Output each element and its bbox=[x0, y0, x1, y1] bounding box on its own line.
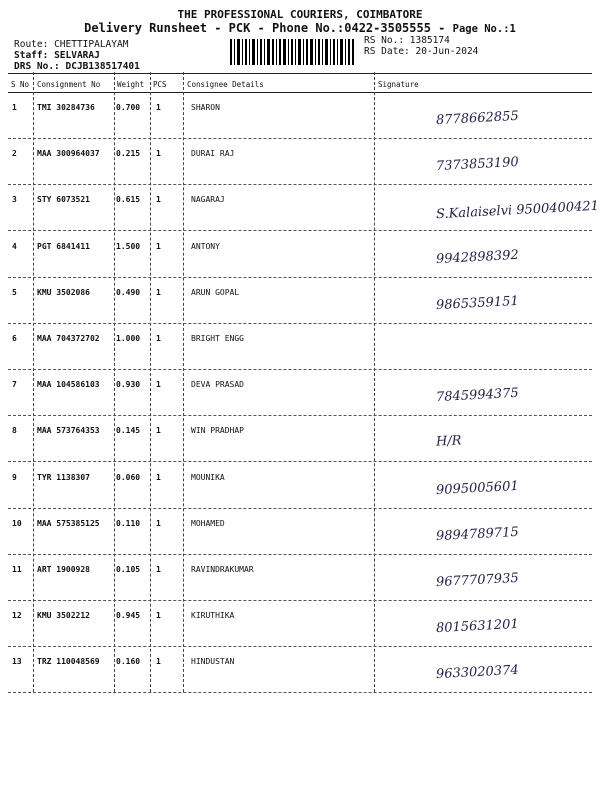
table-top-rule bbox=[8, 73, 592, 74]
table-row bbox=[8, 278, 592, 324]
signature-handwriting: 9894789715 bbox=[435, 524, 520, 544]
row-pcs: 1 bbox=[156, 426, 161, 436]
table-row bbox=[8, 185, 600, 231]
row-consignee: WIN PRADHAP bbox=[191, 426, 244, 436]
runsheet-subtitle bbox=[0, 21, 600, 35]
row-weight: 0.145 bbox=[116, 426, 141, 436]
row-pcs: 1 bbox=[156, 287, 161, 297]
signature-handwriting: 9677707935 bbox=[435, 570, 520, 591]
table-row bbox=[8, 647, 592, 693]
row-sno: 6 bbox=[12, 334, 17, 343]
row-signature bbox=[376, 507, 588, 553]
row-consignment: PGT 6841411 bbox=[37, 241, 90, 251]
signature-handwriting: 7845994375 bbox=[435, 386, 520, 406]
signature-handwriting: H/R bbox=[435, 433, 462, 451]
row-weight: 0.615 bbox=[116, 195, 141, 205]
row-consignment: KMU 3502086 bbox=[37, 287, 90, 297]
drs-value: DCJB138517401 bbox=[65, 61, 140, 72]
row-consignment: ART 1900928 bbox=[37, 565, 90, 574]
row-signature bbox=[376, 645, 588, 691]
row-consignee: SHARON bbox=[191, 103, 220, 112]
route-label: Route: bbox=[14, 39, 49, 50]
rs-date: RS Date: 20-Jun-2024 bbox=[364, 46, 479, 57]
col-sno: S No bbox=[11, 80, 30, 89]
table-row bbox=[8, 463, 592, 509]
row-weight: 0.700 bbox=[116, 103, 141, 112]
row-signature bbox=[376, 322, 588, 368]
row-signature bbox=[376, 91, 588, 137]
staff-label: Staff: bbox=[14, 50, 49, 61]
row-consignment: KMU 3502212 bbox=[37, 611, 90, 621]
row-sno: 11 bbox=[12, 565, 22, 574]
table-row bbox=[8, 601, 592, 647]
signature-handwriting: S.Kalaiselvi 9500400421 bbox=[435, 199, 600, 223]
row-pcs: 1 bbox=[156, 472, 161, 482]
row-consignee: KIRUTHIKA bbox=[191, 611, 235, 621]
row-weight: 1.500 bbox=[116, 241, 141, 251]
row-signature bbox=[376, 230, 588, 276]
row-pcs: 1 bbox=[156, 241, 161, 251]
row-signature bbox=[376, 368, 588, 414]
row-consignee: MOUNIKA bbox=[191, 472, 225, 482]
signature-handwriting: 9865359151 bbox=[435, 293, 520, 313]
row-consignment: MAA 704372702 bbox=[37, 334, 100, 343]
row-consignee: DURAI RAJ bbox=[191, 149, 235, 159]
row-consignment: TRZ 110048569 bbox=[37, 657, 100, 667]
row-weight: 1.000 bbox=[116, 334, 141, 343]
signature-handwriting: 9942898392 bbox=[435, 247, 520, 267]
row-pcs: 1 bbox=[156, 103, 161, 112]
row-consignment: MAA 104586103 bbox=[37, 380, 100, 390]
row-pcs: 1 bbox=[156, 518, 161, 528]
row-consignment: MAA 300964037 bbox=[37, 149, 100, 159]
col-pcs: PCS bbox=[153, 80, 167, 89]
row-weight: 0.110 bbox=[116, 518, 141, 528]
table-row bbox=[8, 509, 592, 555]
signature-handwriting: 9633020374 bbox=[435, 663, 520, 683]
row-sno: 13 bbox=[12, 657, 22, 667]
row-weight: 0.490 bbox=[116, 287, 141, 297]
row-sno: 2 bbox=[12, 149, 17, 159]
signature-handwriting: 7373853190 bbox=[435, 155, 520, 175]
row-signature bbox=[376, 137, 588, 183]
row-consignee: NAGARAJ bbox=[191, 195, 225, 205]
row-sno: 10 bbox=[12, 518, 22, 528]
row-pcs: 1 bbox=[156, 195, 161, 205]
row-weight: 0.215 bbox=[116, 149, 141, 159]
row-sno: 5 bbox=[12, 287, 17, 297]
signature-handwriting: 8015631201 bbox=[435, 617, 520, 637]
row-pcs: 1 bbox=[156, 334, 161, 343]
row-sno: 12 bbox=[12, 611, 22, 621]
row-divider bbox=[8, 692, 592, 693]
row-signature bbox=[376, 461, 588, 507]
subtitle-text: Delivery Runsheet - PCK - Phone No.:0422-3505555 - bbox=[84, 21, 453, 35]
row-sno: 7 bbox=[12, 380, 17, 390]
row-sno: 9 bbox=[12, 472, 17, 482]
drs-label: DRS No.: bbox=[14, 61, 60, 72]
row-sno: 1 bbox=[12, 103, 17, 112]
route-line bbox=[14, 39, 128, 50]
row-consignee: ANTONY bbox=[191, 241, 220, 251]
row-pcs: 1 bbox=[156, 611, 161, 621]
row-pcs: 1 bbox=[156, 565, 161, 574]
row-consignment: STY 6073521 bbox=[37, 195, 90, 205]
row-sno: 4 bbox=[12, 241, 17, 251]
table-row bbox=[8, 324, 592, 370]
table-row bbox=[8, 232, 592, 278]
row-weight: 0.930 bbox=[116, 380, 141, 390]
drs-line bbox=[14, 61, 140, 72]
route-value: CHETTIPALAYAM bbox=[54, 39, 129, 50]
row-consignment: TMI 30284736 bbox=[37, 103, 95, 112]
row-signature bbox=[376, 553, 588, 599]
row-signature bbox=[376, 183, 600, 229]
col-consignment: Consignment No bbox=[37, 80, 101, 89]
col-consignee: Consignee Details bbox=[187, 80, 264, 89]
signature-handwriting: 9095005601 bbox=[435, 478, 520, 498]
table-row bbox=[8, 139, 592, 185]
rs-number: RS No.: 1385174 bbox=[364, 35, 450, 46]
row-consignment: TYR 1138307 bbox=[37, 472, 90, 482]
row-weight: 0.945 bbox=[116, 611, 141, 621]
table-row bbox=[8, 370, 592, 416]
barcode-image bbox=[230, 39, 354, 65]
row-consignment: MAA 573764353 bbox=[37, 426, 100, 436]
row-signature bbox=[376, 599, 588, 645]
table-row bbox=[8, 555, 592, 601]
col-signature: Signature bbox=[378, 80, 419, 89]
signature-handwriting: 8778662855 bbox=[435, 108, 520, 129]
col-weight: Weight bbox=[117, 80, 145, 89]
row-consignment: MAA 575385125 bbox=[37, 518, 100, 528]
row-sno: 3 bbox=[12, 195, 17, 205]
page-number: Page No.:1 bbox=[452, 23, 516, 35]
row-consignee: MOHAMED bbox=[191, 518, 225, 528]
row-pcs: 1 bbox=[156, 380, 161, 390]
row-signature bbox=[376, 276, 588, 322]
row-consignee: BRIGHT ENGG bbox=[191, 334, 244, 343]
row-pcs: 1 bbox=[156, 149, 161, 159]
row-weight: 0.105 bbox=[116, 565, 141, 574]
table-row bbox=[8, 416, 592, 462]
company-title: THE PROFESSIONAL COURIERS, COIMBATORE bbox=[177, 8, 423, 21]
row-weight: 0.160 bbox=[116, 657, 141, 667]
row-signature bbox=[376, 414, 588, 460]
staff-value: SELVARAJ bbox=[54, 50, 100, 61]
row-consignee: RAVINDRAKUMAR bbox=[191, 565, 254, 574]
row-consignee: ARUN GOPAL bbox=[191, 287, 240, 297]
row-consignee: HINDUSTAN bbox=[191, 657, 235, 667]
row-consignee: DEVA PRASAD bbox=[191, 380, 244, 390]
staff-line bbox=[14, 50, 100, 61]
row-sno: 8 bbox=[12, 426, 17, 436]
row-pcs: 1 bbox=[156, 657, 161, 667]
table-row bbox=[8, 93, 592, 139]
row-weight: 0.060 bbox=[116, 472, 141, 482]
